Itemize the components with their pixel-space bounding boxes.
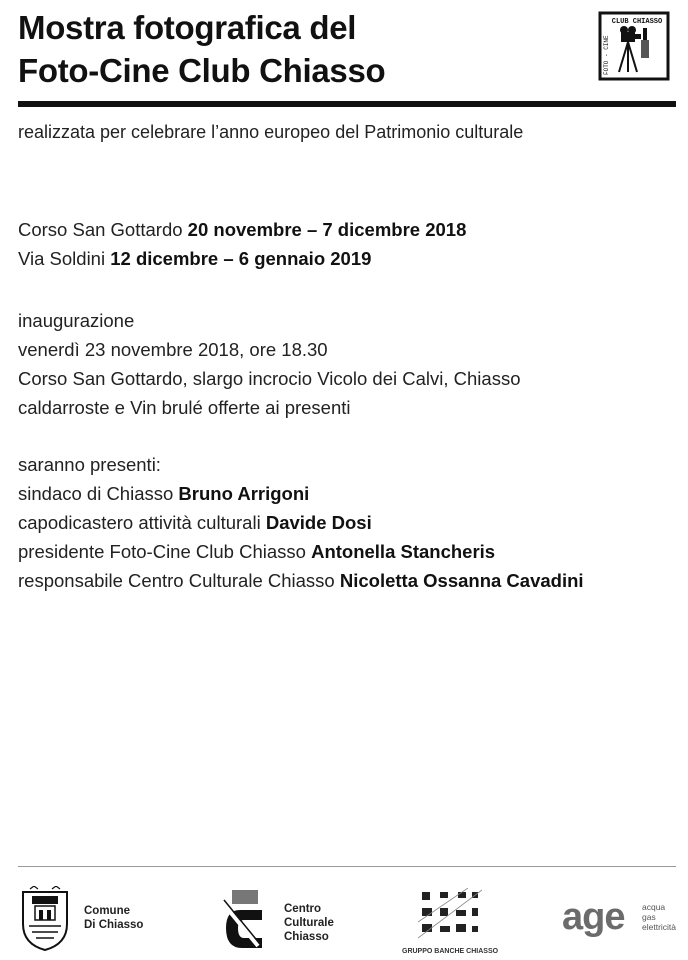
age-word: age	[562, 896, 625, 938]
attendee-name: Antonella Stancheris	[311, 541, 496, 562]
centro-line-2: Culturale	[284, 917, 334, 929]
comune-line-2: Di Chiasso	[84, 919, 144, 931]
attendee-role: sindaco di Chiasso	[18, 483, 174, 504]
centro-line-3: Chiasso	[284, 931, 329, 943]
title-line-2: Foto-Cine Club Chiasso	[18, 52, 386, 89]
page-title	[18, 6, 578, 92]
attendee-role: capodicastero attività culturali	[18, 512, 261, 533]
attendee-line	[18, 537, 584, 566]
exhibition-dates	[18, 215, 466, 273]
title-line-1: Mostra fotografica del	[18, 9, 357, 46]
centro-culturale-mark-icon	[218, 888, 274, 952]
attendee-line	[18, 508, 584, 537]
coat-of-arms-icon	[20, 886, 70, 952]
attendee-line	[18, 479, 584, 508]
subtitle: realizzata per celebrare l’anno europeo del Patrimonio culturale	[18, 122, 524, 142]
attendees-list	[18, 450, 584, 595]
gruppo-banche-logo	[402, 888, 502, 958]
camera-tripod-icon	[619, 26, 649, 72]
inauguration-when: venerdì 23 novembre 2018, ore 18.30	[18, 339, 328, 360]
comune-label	[84, 904, 143, 932]
date-line	[18, 215, 466, 244]
centro-line-1: Centro	[284, 903, 322, 915]
date-place: Via Soldini	[18, 248, 106, 269]
date-period: 12 dicembre – 6 gennaio 2019	[110, 248, 372, 269]
inauguration-offer: caldarroste e Vin brulé offerte ai presenti	[18, 397, 351, 418]
attendees-heading: saranno presenti:	[18, 454, 161, 475]
banche-label: GRUPPO BANCHE CHIASSO	[402, 948, 499, 955]
date-line	[18, 244, 466, 273]
date-period: 20 novembre – 7 dicembre 2018	[187, 219, 467, 240]
inauguration-heading: inaugurazione	[18, 310, 135, 331]
attendee-line	[18, 566, 584, 595]
inauguration-info	[18, 306, 520, 422]
attendee-name: Nicoletta Ossanna Cavadini	[339, 570, 584, 591]
centro-label	[284, 902, 334, 944]
comune-line-1: Comune	[84, 905, 130, 917]
header-divider	[18, 101, 676, 107]
footer-divider	[18, 866, 676, 867]
foto-cine-club-logo	[597, 10, 671, 82]
age-logo	[562, 896, 677, 938]
date-place: Corso San Gottardo	[18, 219, 183, 240]
comune-chiasso-logo	[20, 886, 150, 954]
inauguration-where: Corso San Gottardo, slargo incrocio Vicolo dei Calvi, Chiasso	[18, 368, 521, 389]
attendee-role: responsabile Centro Culturale Chiasso	[18, 570, 335, 591]
age-subtitle	[642, 902, 676, 932]
logo-text-side: FOTO - CINE	[603, 35, 610, 75]
age-sub-line-3: elettricità	[642, 922, 677, 932]
attendee-role: presidente Foto-Cine Club Chiasso	[18, 541, 306, 562]
age-sub-line-1: acqua	[642, 902, 666, 912]
centro-culturale-logo	[218, 888, 348, 952]
logo-text-top: CLUB CHIASSO	[611, 18, 663, 26]
banche-grid-icon	[418, 888, 482, 940]
age-sub-line-2: gas	[642, 912, 656, 922]
attendee-name: Bruno Arrigoni	[178, 483, 310, 504]
attendee-name: Davide Dosi	[265, 512, 372, 533]
